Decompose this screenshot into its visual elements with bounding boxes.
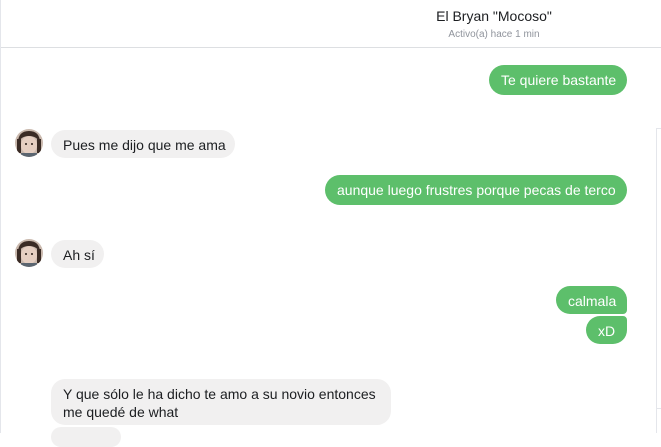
message-bubble-outgoing[interactable]: aunque luego frustres porque pecas de terco: [325, 175, 627, 205]
message-bubble-outgoing[interactable]: Te quiere bastante: [489, 65, 627, 95]
message-line: me quedé de what: [63, 404, 179, 420]
message-bubble-incoming[interactable]: [51, 379, 391, 425]
avatar-photo-icon: [15, 239, 43, 267]
message-bubble-outgoing[interactable]: xD: [586, 316, 627, 344]
active-status: Activo(a) hace 1 min: [448, 29, 540, 40]
avatar-photo-icon: [15, 129, 43, 157]
message-line: Y que sólo le ha dicho te amo a su novio entonces: [63, 386, 376, 402]
contact-name[interactable]: El Bryan "Mocoso": [436, 8, 552, 24]
contact-avatar[interactable]: [15, 129, 43, 157]
message-bubble-outgoing[interactable]: calmala: [556, 286, 627, 314]
message-bubble-incoming[interactable]: Pues me dijo que me ama: [51, 130, 235, 158]
contact-avatar[interactable]: [15, 239, 43, 267]
side-panel-divider: [656, 128, 661, 433]
conversation-header: [1, 0, 661, 48]
message-bubble-incoming[interactable]: Ah sí: [51, 240, 104, 268]
message-bubble-incoming-partial[interactable]: [51, 427, 121, 447]
